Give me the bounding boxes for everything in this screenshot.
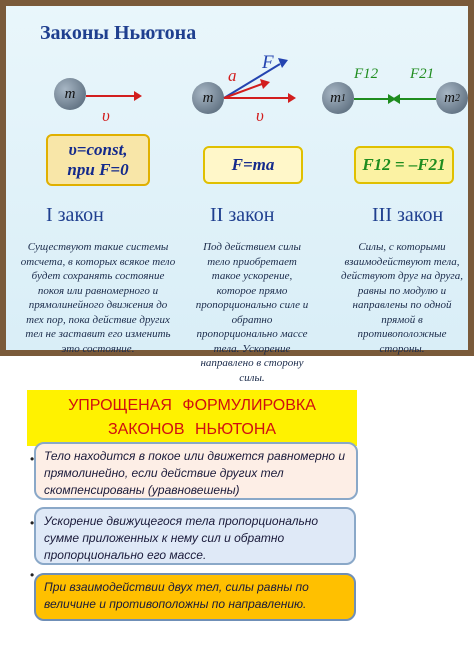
bullet-1: • xyxy=(30,452,35,466)
poster-panel xyxy=(6,6,468,384)
heading-line-1: УПРОЩЕНАЯ ФОРМУЛИРОВКА xyxy=(68,397,316,414)
acceleration-label: a xyxy=(228,66,237,85)
formula1-line1: υ=const, xyxy=(68,140,128,159)
bullet-3: • xyxy=(30,568,35,582)
law-2-heading: II закон xyxy=(210,204,275,226)
poster-title: Законы Ньютона xyxy=(40,22,197,44)
formula1-line2: при F=0 xyxy=(67,160,129,179)
formula-third-law: F12 = –F21 xyxy=(354,146,454,184)
f21-label: F21 xyxy=(410,66,435,82)
m1-label: m xyxy=(330,89,341,106)
m2-label: m xyxy=(444,89,455,106)
velocity-label-1: υ xyxy=(102,106,110,125)
mass-ball-m1 xyxy=(322,82,354,114)
velocity-label-2: υ xyxy=(256,106,264,125)
law-3-heading: III закон xyxy=(372,204,444,226)
m2-sub: 2 xyxy=(454,92,460,104)
formula-second-law: F=ma xyxy=(203,146,303,184)
interaction-arrows xyxy=(352,90,438,110)
force-label: F xyxy=(262,52,274,73)
m1-sub: 1 xyxy=(340,92,346,104)
mass-label-2: m xyxy=(202,89,214,106)
heading-line-2: ЗАКОНОВ НЬЮТОНА xyxy=(107,421,277,438)
law-2-text: Под действием силы тело приобретает такое ускорение, которое прямо пропорционально силе и обратно пропорционально массе тела. Ускорение направлено в сторону силы. xyxy=(195,241,309,384)
simplified-heading xyxy=(27,390,357,446)
first-law-box: Тело находится в покое или движется равномерно и прямолинейно, если действие других тел скомпенсированы (уравновешены) xyxy=(34,442,358,500)
mass-ball-m2 xyxy=(436,82,468,114)
mass-label: m xyxy=(64,85,76,102)
second-law-box: Ускорение движущегося тела пропорционально сумме приложенных к нему сил и обратно пропорционально его массе. xyxy=(34,507,356,565)
mass-ball xyxy=(54,78,86,110)
velocity-arrow-1 xyxy=(84,86,144,106)
law-1-heading: I закон xyxy=(46,204,104,226)
bullet-2: • xyxy=(30,516,35,530)
third-law-box: При взаимодействии двух тел, силы равны по величине и противоположны по направлению. xyxy=(34,573,356,621)
f12-label: F12 xyxy=(354,66,379,82)
law-1-text: Существуют такие системы отсчета, в которых всякое тело будет сохранять состояние покоя или равномерного и прямолинейного движения до тех пор, пока действие других тел не заставит его изменить это состояние. xyxy=(20,241,176,355)
formula-first-law xyxy=(46,134,150,186)
law-3-text: Силы, с которыми взаимодействуют тела, действуют друг на друга, равны по модулю и направлены по одной прямой в противоположные стороны. xyxy=(341,241,463,355)
